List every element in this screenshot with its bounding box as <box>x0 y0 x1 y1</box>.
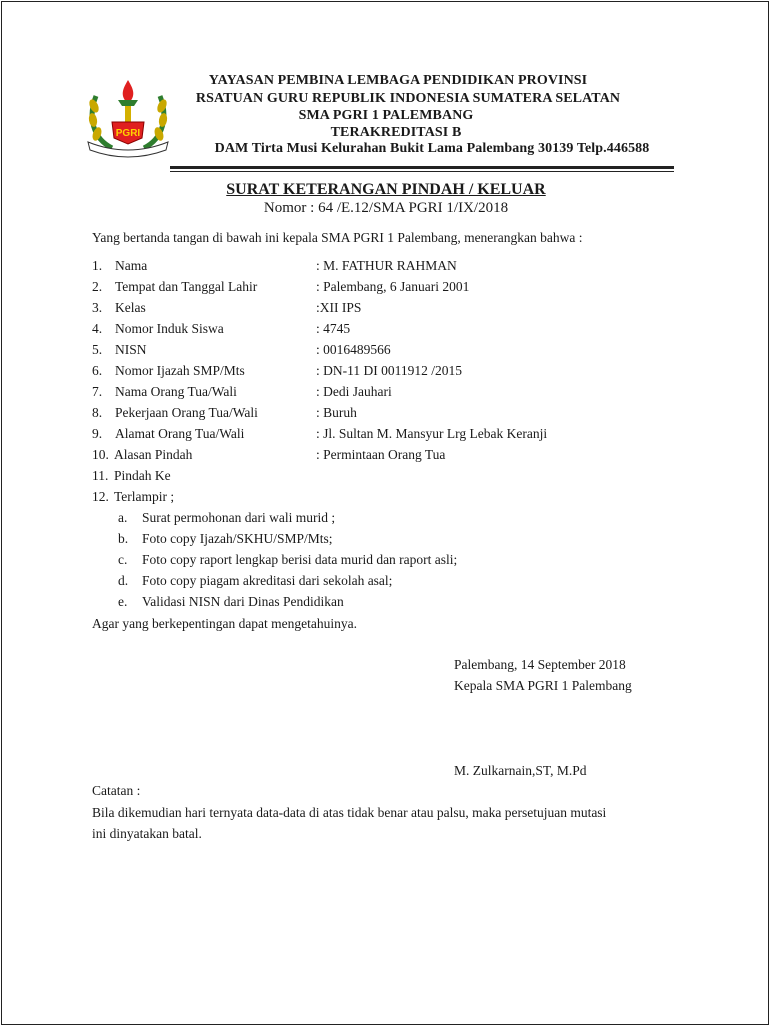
attachment-letter: b. <box>118 531 129 546</box>
field-number: 11. <box>92 468 109 483</box>
header-rule-thick <box>170 166 674 169</box>
header-school-name: SMA PGRI 1 PALEMBANG <box>298 108 474 123</box>
note-line-2: ini dinyatakan batal. <box>92 826 202 841</box>
attachment-letter: d. <box>118 573 129 588</box>
field-value: : M. FATHUR RAHMAN <box>316 258 457 273</box>
field-value: : Palembang, 6 Januari 2001 <box>316 279 470 294</box>
field-label: Nama <box>115 258 148 273</box>
intro-text: Yang bertanda tangan di bawah ini kepala SMA PGRI 1 Palembang, menerangkan bahwa : <box>92 230 583 245</box>
field-number: 3. <box>92 300 103 315</box>
attachment-item: Foto copy Ijazah/SKHU/SMP/Mts; <box>142 531 333 546</box>
field-label: Alamat Orang Tua/Wali <box>115 426 245 441</box>
field-number: 2. <box>92 279 103 294</box>
attachment-letter: e. <box>118 594 128 609</box>
field-number: 4. <box>92 321 103 336</box>
signatory-name: M. Zulkarnain,ST, M.Pd <box>454 763 587 778</box>
field-label: Kelas <box>115 300 146 315</box>
note-line-1: Bila dikemudian hari ternyata data-data di atas tidak benar atau palsu, maka persetujuan mutasi <box>92 805 607 820</box>
field-number: 8. <box>92 405 103 420</box>
field-value: : Jl. Sultan M. Mansyur Lrg Lebak Keranji <box>316 426 548 441</box>
field-number: 7. <box>92 384 103 399</box>
attachment-item: Foto copy raport lengkap berisi data murid dan raport asli; <box>142 552 458 567</box>
field-number: 10. <box>92 447 109 462</box>
document-number: Nomor : 64 /E.12/SMA PGRI 1/IX/2018 <box>263 200 509 216</box>
header-rule-thin <box>170 171 674 172</box>
field-number: 5. <box>92 342 103 357</box>
header-accreditation: TERAKREDITASI B <box>330 125 462 140</box>
signatory-position: Kepala SMA PGRI 1 Palembang <box>454 678 632 693</box>
field-label: Pindah Ke <box>114 468 171 483</box>
document-title: SURAT KETERANGAN PINDAH / KELUAR <box>226 181 546 198</box>
field-label: NISN <box>115 342 147 357</box>
attachment-letter: a. <box>118 510 128 525</box>
field-value: : 4745 <box>316 321 351 336</box>
field-value: :XII IPS <box>316 300 362 315</box>
field-label: Nomor Ijazah SMP/Mts <box>115 363 245 378</box>
field-label: Nama Orang Tua/Wali <box>115 384 237 399</box>
field-label: Terlampir ; <box>114 489 175 504</box>
header-address: DAM Tirta Musi Kelurahan Bukit Lama Palembang 30139 Telp.446588 <box>214 141 650 156</box>
place-date: Palembang, 14 September 2018 <box>454 657 626 672</box>
header-foundation: YAYASAN PEMBINA LEMBAGA PENDIDIKAN PROVINSI <box>208 73 588 88</box>
attachment-item: Validasi NISN dari Dinas Pendidikan <box>142 594 344 609</box>
header-association: RSATUAN GURU REPUBLIK INDONESIA SUMATERA SELATAN <box>195 91 621 106</box>
attachment-letter: c. <box>118 552 128 567</box>
field-value: : Dedi Jauhari <box>316 384 392 399</box>
attachment-item: Surat permohonan dari wali murid ; <box>142 510 336 525</box>
field-number: 1. <box>92 258 103 273</box>
field-value: : Buruh <box>316 405 357 420</box>
closing-text: Agar yang berkepentingan dapat mengetahuinya. <box>92 616 358 631</box>
field-number: 12. <box>92 489 109 504</box>
field-number: 6. <box>92 363 103 378</box>
note-label: Catatan : <box>92 783 141 798</box>
field-value: : 0016489566 <box>316 342 391 357</box>
field-value: : Permintaan Orang Tua <box>316 447 446 462</box>
attachment-item: Foto copy piagam akreditasi dari sekolah asal; <box>142 573 393 588</box>
field-label: Alasan Pindah <box>114 447 193 462</box>
field-value: : DN-11 DI 0011912 /2015 <box>316 363 462 378</box>
field-label: Nomor Induk Siswa <box>115 321 224 336</box>
logo-text: PGRI <box>115 128 141 139</box>
field-number: 9. <box>92 426 103 441</box>
field-label: Tempat dan Tanggal Lahir <box>115 279 258 294</box>
field-label: Pekerjaan Orang Tua/Wali <box>115 405 258 420</box>
